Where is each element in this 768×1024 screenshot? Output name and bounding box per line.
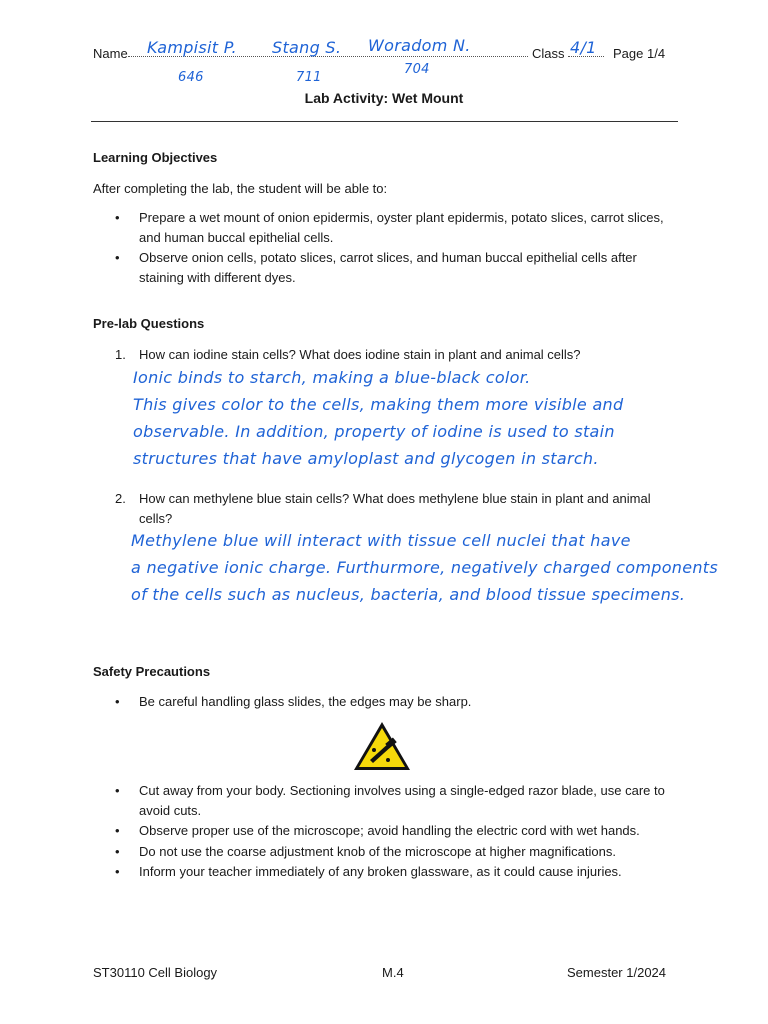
bullet-icon: • xyxy=(115,843,120,859)
header-divider xyxy=(91,121,678,122)
bullet-icon: • xyxy=(115,250,120,265)
answer-1 xyxy=(133,364,623,472)
list-item: • Prepare a wet mount of onion epidermis, oyster plant epidermis, potato slices, carrot slices, and human buccal epithelial cells. xyxy=(115,210,664,245)
student-number-2: 711 xyxy=(296,70,322,85)
list-item: • Observe onion cells, potato slices, carrot slices, and human buccal epithelial cells after staining with different dyes. xyxy=(115,250,637,285)
bullet-icon: • xyxy=(115,864,120,879)
answer-line: This gives color to the cells, making them more visible and xyxy=(133,395,624,414)
name-label: Name xyxy=(93,46,128,61)
bullet-icon: • xyxy=(115,823,120,838)
student-name-1: Kampisit P. xyxy=(147,38,237,57)
learning-objectives-intro: After completing the lab, the student will be able to: xyxy=(93,181,388,196)
student-number-1: 646 xyxy=(178,70,204,85)
list-item: • Be careful handling glass slides, the edges may be sharp. xyxy=(93,692,683,712)
sharp-object-warning-icon xyxy=(352,720,412,772)
bullet-icon: • xyxy=(115,694,120,709)
answer-line: Methylene blue will interact with tissue cell nuclei that have xyxy=(131,531,631,550)
safety-list-top xyxy=(93,692,683,713)
student-name-3: Woradom N. xyxy=(368,36,471,55)
answer-2 xyxy=(131,527,718,608)
list-item: • Inform your teacher immediately of any broken glassware, as it could cause injuries. xyxy=(93,862,683,882)
bullet-icon: • xyxy=(115,783,120,798)
safety-heading: Safety Precautions xyxy=(93,664,211,679)
answer-line: Ionic binds to starch, making a blue-black color. xyxy=(133,368,531,387)
learning-objectives-list xyxy=(93,208,683,288)
prelab-question-2 xyxy=(93,489,683,528)
footer-level: M.4 xyxy=(382,965,404,980)
student-name-2: Stang S. xyxy=(272,38,342,57)
list-item: • Observe proper use of the microscope; avoid handling the electric cord with wet hands. xyxy=(93,821,683,841)
student-number-3: 704 xyxy=(404,62,430,77)
question-text: How can iodine stain cells? What does iodine stain in plant and animal cells? xyxy=(139,347,581,362)
class-value: 4/1 xyxy=(570,38,597,57)
list-item: • Do not use the coarse adjustment knob of the microscope at higher magnifications. xyxy=(93,842,683,862)
page-title: Lab Activity: Wet Mount xyxy=(304,90,464,106)
prelab-heading: Pre-lab Questions xyxy=(93,316,205,331)
class-label: Class xyxy=(532,46,565,61)
answer-line: a negative ionic charge. Furthurmore, negatively charged components xyxy=(131,558,719,577)
learning-objectives-heading: Learning Objectives xyxy=(93,150,218,165)
list-item: • Cut away from your body. Sectioning involves using a single-edged razor blade, use care to avoid cuts. xyxy=(115,783,665,818)
answer-line: of the cells such as nucleus, bacteria, and blood tissue specimens. xyxy=(131,585,686,604)
safety-list xyxy=(93,781,683,883)
footer-semester: Semester 1/2024 xyxy=(567,965,667,980)
footer-course: ST30110 Cell Biology xyxy=(93,965,218,980)
question-number: 1. xyxy=(115,347,126,362)
prelab-question-1 xyxy=(93,345,683,365)
bullet-icon: • xyxy=(115,210,120,225)
question-number: 2. xyxy=(115,491,126,506)
page-number: Page 1/4 xyxy=(613,46,666,61)
answer-line: structures that have amyloplast and glycogen in starch. xyxy=(133,449,599,468)
question-text: How can methylene blue stain cells? What does methylene blue stain in plant and animal cells? xyxy=(139,491,651,526)
answer-line: observable. In addition, property of iodine is used to stain xyxy=(133,422,615,441)
